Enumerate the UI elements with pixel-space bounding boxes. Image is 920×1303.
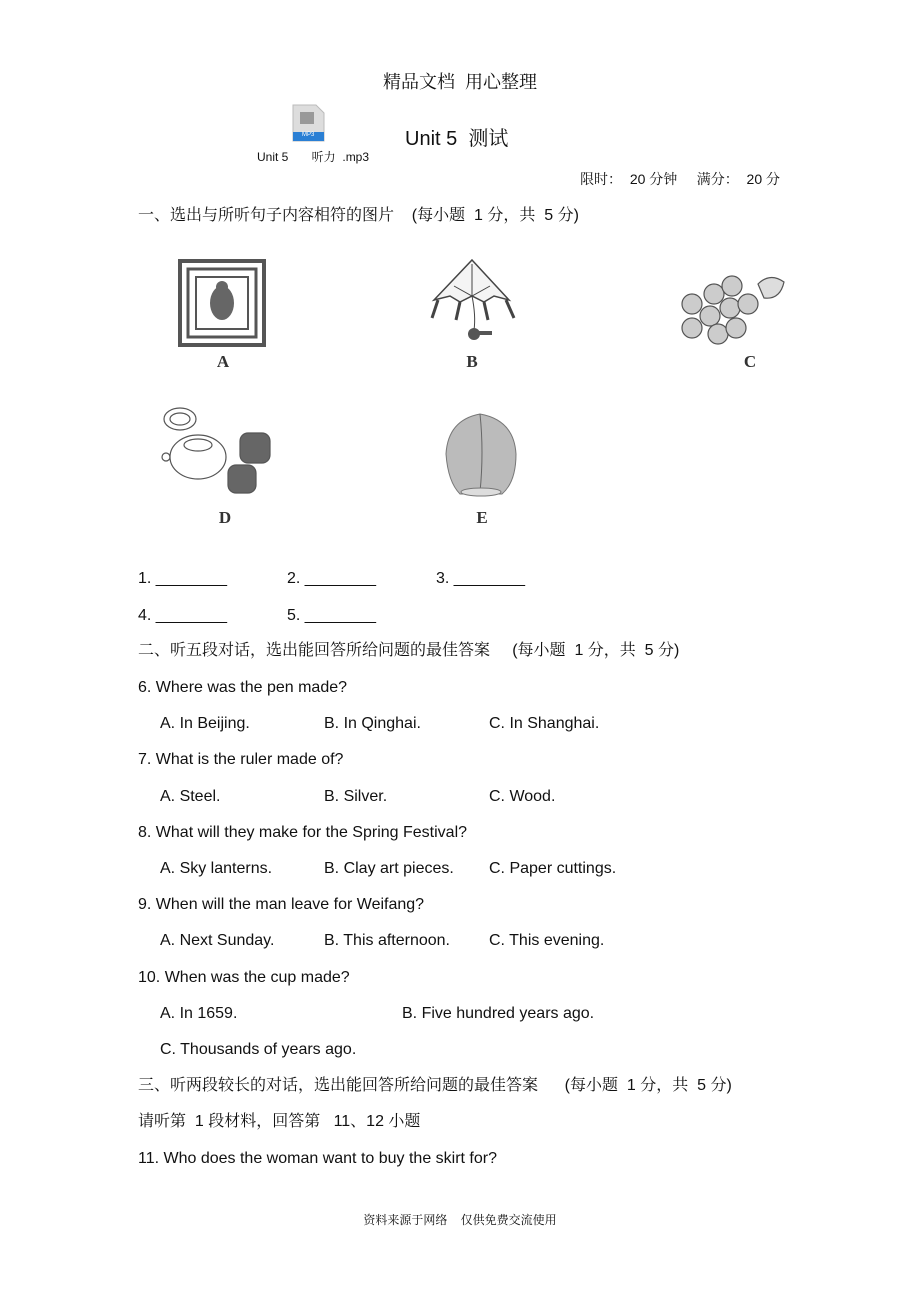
answer-blank[interactable]: 5. ________ (287, 607, 376, 624)
question: 7. What is the ruler made of? (138, 751, 344, 768)
section1-heading: 一、选出与所听句子内容相符的图片 (每小题 1 分，共 5 分) (138, 207, 579, 224)
kite-icon (424, 258, 520, 349)
teapot-icon (158, 405, 274, 502)
time-score-limits: 限时： 20 分钟 满分： 20 分 (580, 171, 780, 187)
option: A. Next Sunday. (160, 932, 275, 949)
picture-label: A (216, 352, 230, 371)
option: C. This evening. (489, 932, 605, 949)
option: C. Paper cuttings. (489, 860, 617, 877)
answer-blank[interactable]: 4. ________ (138, 607, 227, 624)
question: 8. What will they make for the Spring Festival? (138, 824, 468, 841)
mp3-file-icon[interactable]: MP3 (292, 104, 326, 147)
section3-instruction: 请听第 1 段材料，回答第 11、12 小题 (138, 1113, 421, 1130)
option: A. Sky lanterns. (160, 860, 273, 877)
footer: 资料来源于网络 仅供免费交流使用 (363, 1213, 557, 1227)
option: B. In Qinghai. (324, 715, 421, 732)
paper-cutting-icon (178, 259, 266, 352)
option: C. Wood. (489, 788, 556, 805)
answer-blank[interactable]: 1. ________ (138, 570, 227, 587)
question: 11. Who does the woman want to buy the skirt for? (138, 1150, 497, 1167)
option: B. Five hundred years ago. (402, 1005, 595, 1022)
section3-heading: 三、听两段较长的对话，选出能回答所给问题的最佳答案 (每小题 1 分，共 5 分) (138, 1077, 732, 1094)
answer-blank[interactable]: 3. ________ (436, 570, 525, 587)
attachment-name[interactable]: Unit 5 听力 .mp3 (257, 150, 370, 164)
option: C. Thousands of years ago. (160, 1041, 357, 1058)
picture-label: C (743, 352, 757, 371)
option: A. Steel. (160, 788, 221, 805)
question: 10. When was the cup made? (138, 969, 350, 986)
question: 6. Where was the pen made? (138, 679, 348, 696)
option: B. This afternoon. (324, 932, 450, 949)
picture-label: E (476, 508, 488, 527)
grapes-icon (680, 272, 786, 355)
question: 9. When will the man leave for Weifang? (138, 896, 425, 913)
sky-lantern-icon (440, 412, 520, 503)
option: B. Silver. (324, 788, 388, 805)
option: B. Clay art pieces. (324, 860, 454, 877)
option: C. In Shanghai. (489, 715, 600, 732)
answer-blank[interactable]: 2. ________ (287, 570, 376, 587)
picture-label: B (466, 352, 478, 371)
picture-label: D (218, 508, 232, 527)
option: A. In Beijing. (160, 715, 250, 732)
banner: 精品文档 用心整理 (382, 72, 537, 92)
page-title: Unit 5 测试 (405, 128, 509, 150)
section2-heading: 二、听五段对话，选出能回答所给问题的最佳答案 (每小题 1 分，共 5 分) (138, 642, 680, 659)
option: A. In 1659. (160, 1005, 238, 1022)
